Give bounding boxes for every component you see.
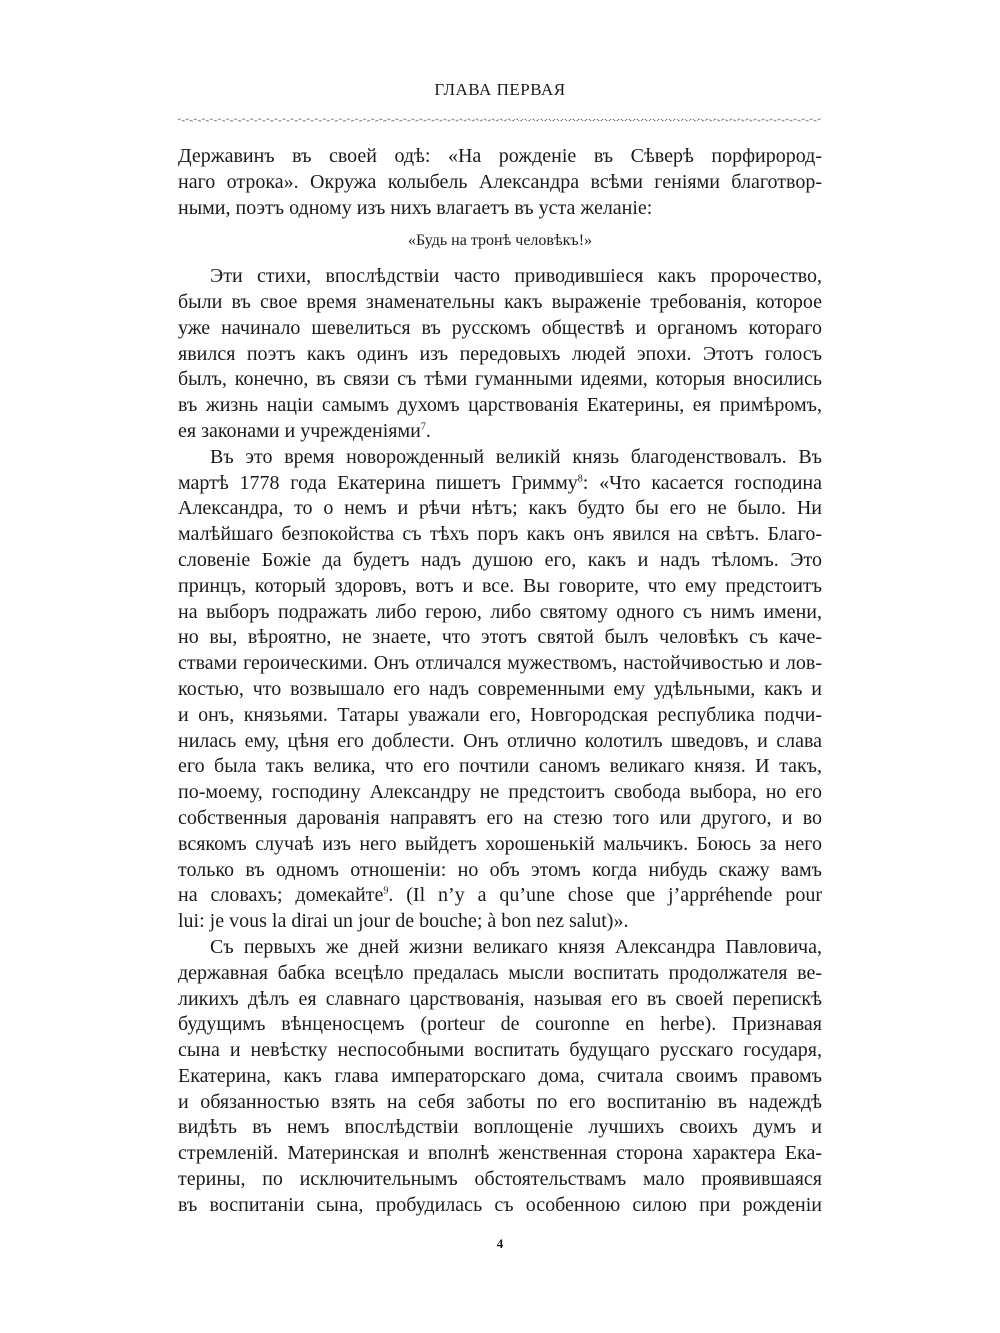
text-line: ными, поэтъ одному изъ нихъ влагаетъ въ уста желаніе: (178, 196, 653, 219)
text: : «Что касается господина (582, 471, 822, 494)
text-line: сына и невѣстку неспособными воспитать будущаго русскаго государя, (178, 1039, 822, 1062)
text-line: Съ первыхъ же дней жизни великаго князя Александра Павловича, (210, 935, 822, 958)
text-line: lui: je vous la dirai un jour de bouche; à bon nez salut)». (178, 910, 629, 933)
text-line: и обязанностью взять на себя заботы по его воспитанію въ надеждѣ (178, 1090, 822, 1113)
text-line: по-моему, господину Александру не предстоитъ свобода выбора, но его (178, 781, 822, 804)
text-line: ликихъ дѣлъ ея славнаго царствованія, называя его въ своей перепискѣ (178, 987, 822, 1010)
text-line: нилась ему, цѣня его доблести. Онъ отлично колотилъ шведовъ, и слава (178, 729, 822, 752)
text: на словахъ; домекайте (178, 884, 384, 907)
text-line: и онъ, князьями. Татары уважали его, Новгородская республика подчи- (178, 703, 822, 726)
paragraph-2 (178, 264, 822, 445)
text-line: его была такъ велика, что его почтили саномъ великаго князя. И такъ, (178, 755, 822, 778)
text-line: были въ свое время знаменательны какъ выраженіе требованія, которое (178, 290, 822, 313)
text-line: былъ, конечно, въ связи съ тѣми гуманными идеями, которыя вносились (178, 368, 822, 391)
text-line: въ воспитаніи сына, пробудилась съ особенною силою при рожденіи (178, 1193, 822, 1216)
text-line: Въ это время новорожденный великій князь благоденствовалъ. Въ (210, 445, 822, 468)
text-line: но вы, вѣроятно, не знаете, что этотъ святой былъ человѣкъ съ каче- (178, 626, 822, 649)
text-line: явился поэтъ какъ одинъ изъ передовыхъ людей эпохи. Этотъ голосъ (178, 342, 822, 365)
text-line: Александра, то о немъ и рѣчи нѣтъ; какъ будто бы его не было. Ни (178, 497, 822, 520)
text-line (178, 419, 822, 445)
verse-quote: «Будь на тронѣ человѣкъ!» (407, 232, 593, 250)
text-line: будущимъ вѣнценосцемъ (porteur de couronne en herbe). Признавая (178, 1013, 822, 1036)
text-line: стремленій. Материнская и вполнѣ женственная сторона характера Ека- (178, 1142, 822, 1165)
page-number: 4 (496, 1236, 504, 1251)
text-line: принцъ, который здоровъ, вотъ и все. Вы говорите, что ему предстоитъ (178, 574, 822, 597)
text-line: малѣйшаго безпокойства съ тѣхъ поръ какъ онъ явился на свѣтъ. Благо- (178, 523, 822, 546)
header-rule (178, 117, 822, 123)
text-line: ствами героическими. Онъ отличался мужествомъ, настойчивостью и лов- (178, 652, 822, 675)
page-body (178, 144, 822, 1219)
text: . (425, 419, 431, 442)
text-line (178, 883, 822, 909)
text-line: Эти стихи, впослѣдствіи часто приводившіеся какъ пророчество, (210, 265, 822, 288)
text-line: словеніе Божіе да будетъ надъ душою его, какъ и надъ тѣломъ. Это (178, 548, 822, 571)
footnote-marker[interactable]: 8 (577, 472, 583, 484)
text-line: въ жизнь націи самымъ духомъ царствованія Екатерины, ея примѣромъ, (178, 394, 822, 417)
text-line: только въ одномъ отношеніи: но объ этомъ когда нибудь скажу вамъ (178, 858, 822, 881)
text-line: собственныя дарованія направятъ его на стезю того или другого, и во (178, 806, 822, 829)
text: мартѣ 1778 года Екатерина пишетъ Гримму (178, 471, 578, 494)
text-line: на выборъ подражать либо герою, либо святому одного съ нимъ имени, (178, 600, 822, 623)
text-line: Екатерина, какъ глава императорскаго дома, считала своимъ правомъ (178, 1064, 822, 1087)
text-line: видѣть въ немъ впослѣдствіи воплощеніе лучшихъ своихъ думъ и (178, 1116, 822, 1139)
paragraph-3 (178, 445, 822, 935)
paragraph-1 (178, 144, 822, 221)
chapter-header: ГЛАВА ПЕРВАЯ (434, 80, 566, 99)
footnote-marker[interactable]: 7 (420, 421, 426, 433)
text-line: костью, что возвышало его надъ современными ему удѣльными, какъ и (178, 677, 822, 700)
paragraph-4 (178, 935, 822, 1219)
text-line: наго отрока». Окружа колыбель Александра всѣми геніями благотвор- (178, 170, 822, 193)
footnote-marker[interactable]: 9 (383, 885, 389, 897)
text-line: терины, по исключительнымъ обстоятельствамъ мало проявившаяся (178, 1168, 822, 1191)
text-line: уже начинало шевелиться въ русскомъ обществѣ и органомъ котораго (178, 316, 822, 339)
text-line: всякомъ случаѣ изъ него выйдетъ хорошенькій мальчикъ. Боюсь за него (178, 832, 822, 855)
text-line (178, 471, 822, 497)
text-line: Державинъ въ своей одѣ: «На рожденіе въ Сѣверѣ порфирород- (178, 145, 822, 167)
text: ея законами и учрежденіями (178, 419, 421, 442)
text: . (Il n’y a qu’une chose que j’appréhende pour (388, 884, 822, 907)
text-line: державная бабка всецѣло предалась мысли воспитать продолжателя ве- (178, 961, 822, 984)
